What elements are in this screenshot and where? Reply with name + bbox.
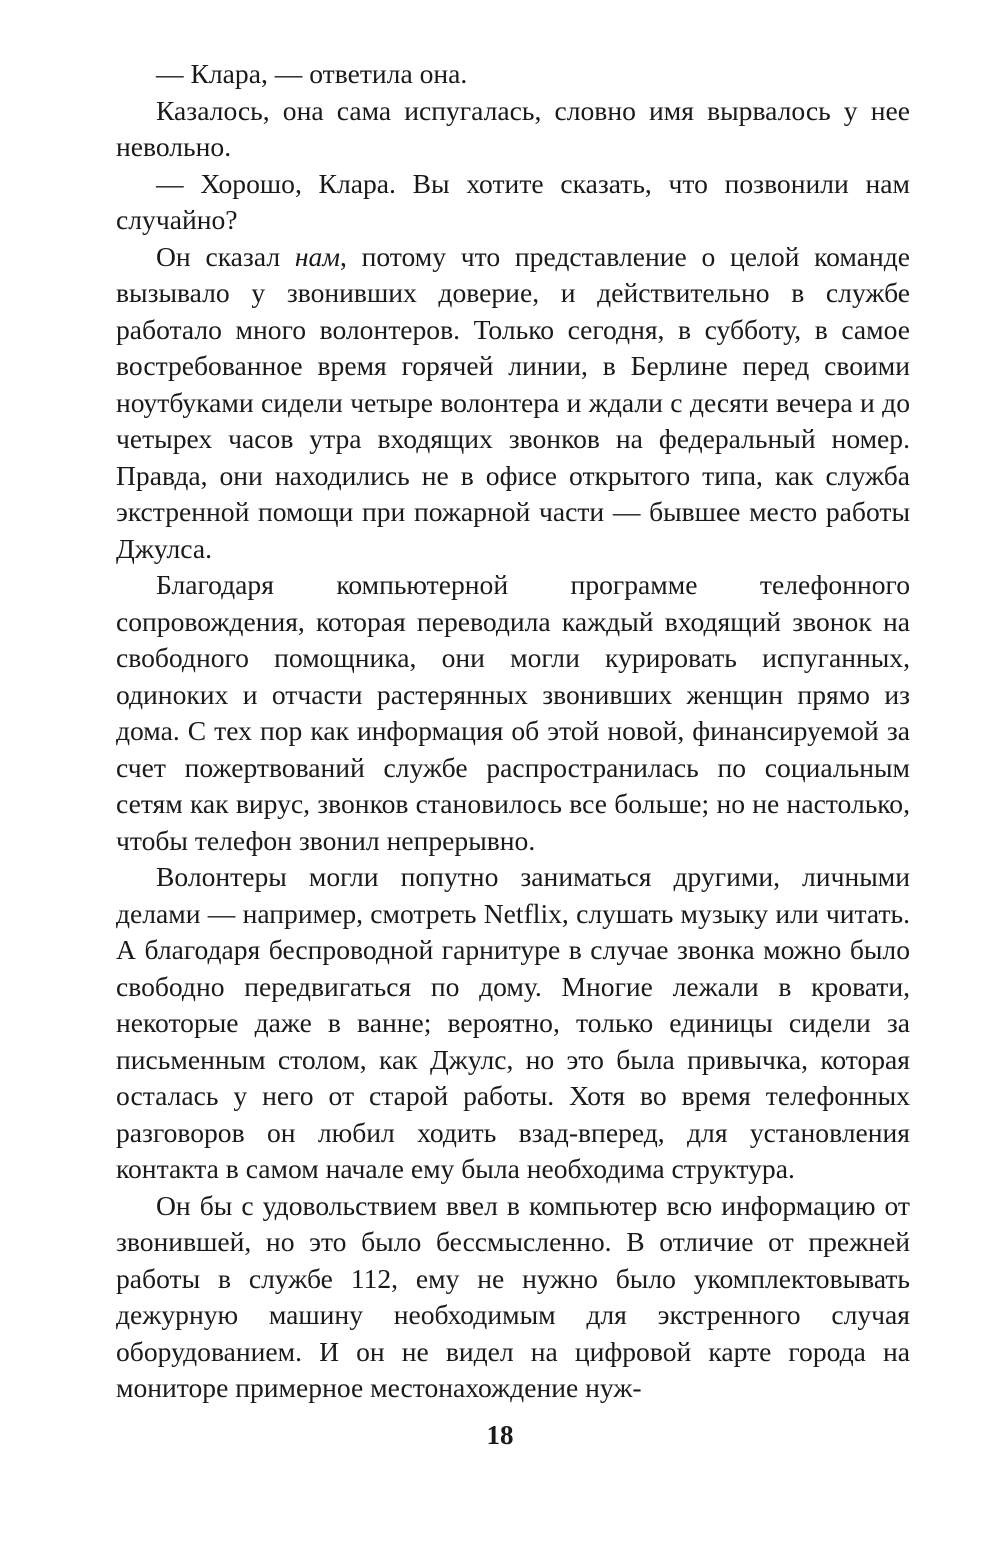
page-text — [116, 56, 910, 1407]
paragraph-2: Казалось, она сама испугалась, словно имя вырвалось у нее невольно. — [116, 94, 910, 162]
paragraph-4 — [116, 239, 910, 568]
paragraph-3: — Хорошо, Клара. Вы хотите сказать, что позвонили нам случайно? — [116, 167, 910, 235]
paragraph-4-emphasis: нам — [294, 240, 340, 272]
page-number: 18 — [486, 1420, 514, 1450]
paragraph-4-before: Он сказал — [156, 240, 295, 272]
paragraph-6: Волонтеры могли попутно заниматься другими, личными делами — например, смотреть Netflix, слушать музыку или читать. А благодаря беспроводной гарнитуре в случае звонка можно было свободно передвигаться по дому. Многие лежали в кровати, некоторые даже в ванне; вероятно, только единицы сидели за письменным столом, как Джулс, но это была привычка, которая осталась у него от старой работы. Хотя во время телефонных разговоров он любил ходить взад-вперед, для установления контакта в самом начале ему была необходима структура. — [116, 861, 910, 1184]
paragraph-5: Благодаря компьютерной программе телефонного сопровождения, которая переводила каждый входящий звонок на свободного помощника, они могли курировать испуганных, одиноких и отчасти растерянных звонивших женщин прямо из дома. С тех пор как информация об этой новой, финансируемой за счет пожертвований службе распространилась по социальным сетям как вирус, звонков становилось все больше; но не настолько, чтобы телефон звонил непрерывно. — [116, 569, 910, 856]
paragraph-1: — Клара, — ответила она. — [156, 58, 468, 89]
paragraph-4-after: , потому что представление о целой команде вызывало у звонивших доверие, и действительно в службе работало много волонтеров. Только сегодня, в субботу, в самое востребованное время горячей линии, в Берлине перед своими ноутбуками сидели четыре волонтера и ждали с десяти вечера и до четырех часов утра входящих звонков на федеральный номер. Правда, они находились не в офисе открытого типа, как служба экстренной помощи при пожарной части — бывшее место работы Джулса. — [116, 240, 910, 564]
paragraph-7: Он бы с удовольствием ввел в компьютер всю информацию от звонившей, но это было бессмысленно. В отличие от прежней работы в службе 112, ему не нужно было укомплектовывать дежурную машину необходимым для экстренного случая оборудованием. И он не видел на цифровой карте города на мониторе примерное местонахождение нуж- — [116, 1189, 910, 1403]
